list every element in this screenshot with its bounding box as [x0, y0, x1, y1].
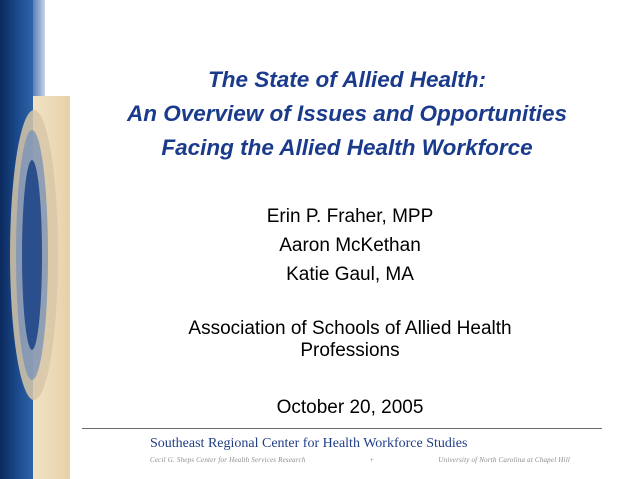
author-list	[200, 202, 500, 289]
left-light-blue-band	[33, 0, 45, 96]
organization-line-2: Professions	[300, 340, 400, 361]
organization	[110, 318, 590, 362]
title-line-3: Facing the Allied Health Workforce	[161, 135, 533, 160]
presentation-date: October 20, 2005	[276, 397, 424, 418]
organization-line-1: Association of Schools of Allied Health	[188, 318, 512, 339]
slide-title	[62, 63, 632, 165]
footer-subtitle	[150, 456, 570, 464]
title-line-1: The State of Allied Health:	[208, 67, 486, 92]
author-1: Erin P. Fraher, MPP	[266, 206, 434, 227]
author-2: Aaron McKethan	[279, 235, 421, 256]
footer-separator: +	[369, 456, 375, 464]
footer-center-name: Southeast Regional Center for Health Workforce Studies	[150, 436, 468, 451]
footer-divider	[82, 428, 602, 429]
author-3: Katie Gaul, MA	[286, 264, 414, 285]
footer-sheps-center: Cecil G. Sheps Center for Health Services Research	[150, 456, 306, 464]
decorative-ellipse-front	[22, 160, 42, 350]
title-line-2: An Overview of Issues and Opportunities	[126, 101, 568, 126]
footer-unc: University of North Carolina at Chapel Hill	[438, 456, 570, 464]
